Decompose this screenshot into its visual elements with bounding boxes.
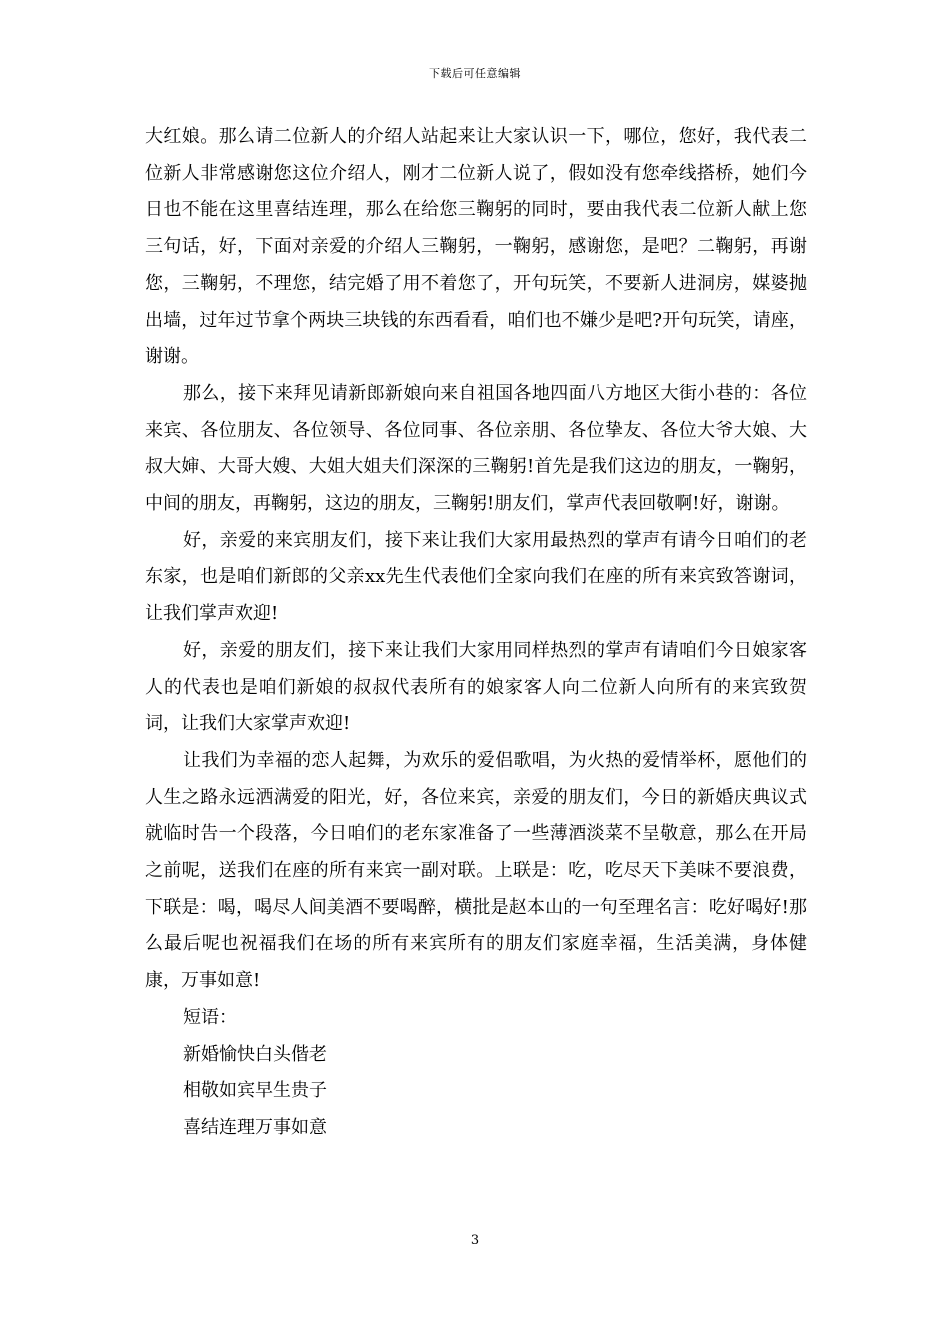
paragraph-host-thanks: 好，亲爱的来宾朋友们，接下来让我们大家用最热烈的掌声有请今日咱们的老东家，也是咱们新郎的父亲xx先生代表他们全家向我们在座的所有来宾致答谢词，让我们掌声欢迎!	[145, 529, 807, 625]
paragraph-closing-blessing: 让我们为幸福的恋人起舞，为欢乐的爱侣歌唱，为火热的爱情举杯，愿他们的人生之路永远洒满爱的阳光，好，各位来宾，亲爱的朋友们，今日的新婚庆典议式就临时告一个段落，今日咱们的老东家准备了一些薄酒淡菜不呈敬意，那么在开局之前呢，送我们在座的所有来宾一副对联。上联是：吃，吃尽天下美味不要浪费，下联是：喝，喝尽人间美酒不要喝醉，横批是赵本山的一句至理名言：吃好喝好!那么最后呢也祝福我们在场的所有来宾所有的朋友们家庭幸福，生活美满，身体健康，万事如意!	[145, 749, 807, 992]
paragraph-bride-family-speech: 好，亲爱的朋友们，接下来让我们大家用同样热烈的掌声有请咱们今日娘家客人的代表也是咱们新娘的叔叔代表所有的娘家客人向二位新人向所有的来宾致贺词，让我们大家掌声欢迎!	[145, 639, 807, 735]
short-phrase-item: 新婚愉快白头偕老	[183, 1043, 327, 1065]
page-header: 下载后可任意编辑	[429, 67, 521, 80]
short-phrases-heading: 短语：	[183, 1006, 237, 1028]
short-phrase-item: 相敬如宾早生贵子	[183, 1080, 327, 1102]
paragraph-greeting-guests: 那么，接下来拜见请新郎新娘向来自祖国各地四面八方地区大街小巷的：各位来宾、各位朋友、各位领导、各位同事、各位亲朋、各位挚友、各位大爷大娘、大叔大婶、大哥大嫂、大姐大姐夫们深深的三鞠躬!首先是我们这边的朋友，一鞠躬，中间的朋友，再鞠躬，这边的朋友，三鞠躬!朋友们，掌声代表回敬啊!好，谢谢。	[145, 382, 807, 515]
short-phrase-item: 喜结连理万事如意	[183, 1116, 327, 1138]
page-number: 3	[470, 1233, 480, 1248]
paragraph-continued: 大红娘。那么请二位新人的介绍人站起来让大家认识一下，哪位，您好，我代表二位新人非常感谢您这位介绍人，刚才二位新人说了，假如没有您牵线搭桥，她们今日也不能在这里喜结连理，那么在给您三鞠躬的同时，要由我代表二位新人献上您三句话，好，下面对亲爱的介绍人三鞠躬，一鞠躬，感谢您，是吧？二鞠躬，再谢您，三鞠躬，不理您，结完婚了用不着您了，开句玩笑，不要新人进洞房，媒婆抛出墙，过年过节拿个两块三块钱的东西看看，咱们也不嫌少是吧?开句玩笑，请座，谢谢。	[145, 126, 807, 368]
document-body	[145, 119, 807, 1147]
